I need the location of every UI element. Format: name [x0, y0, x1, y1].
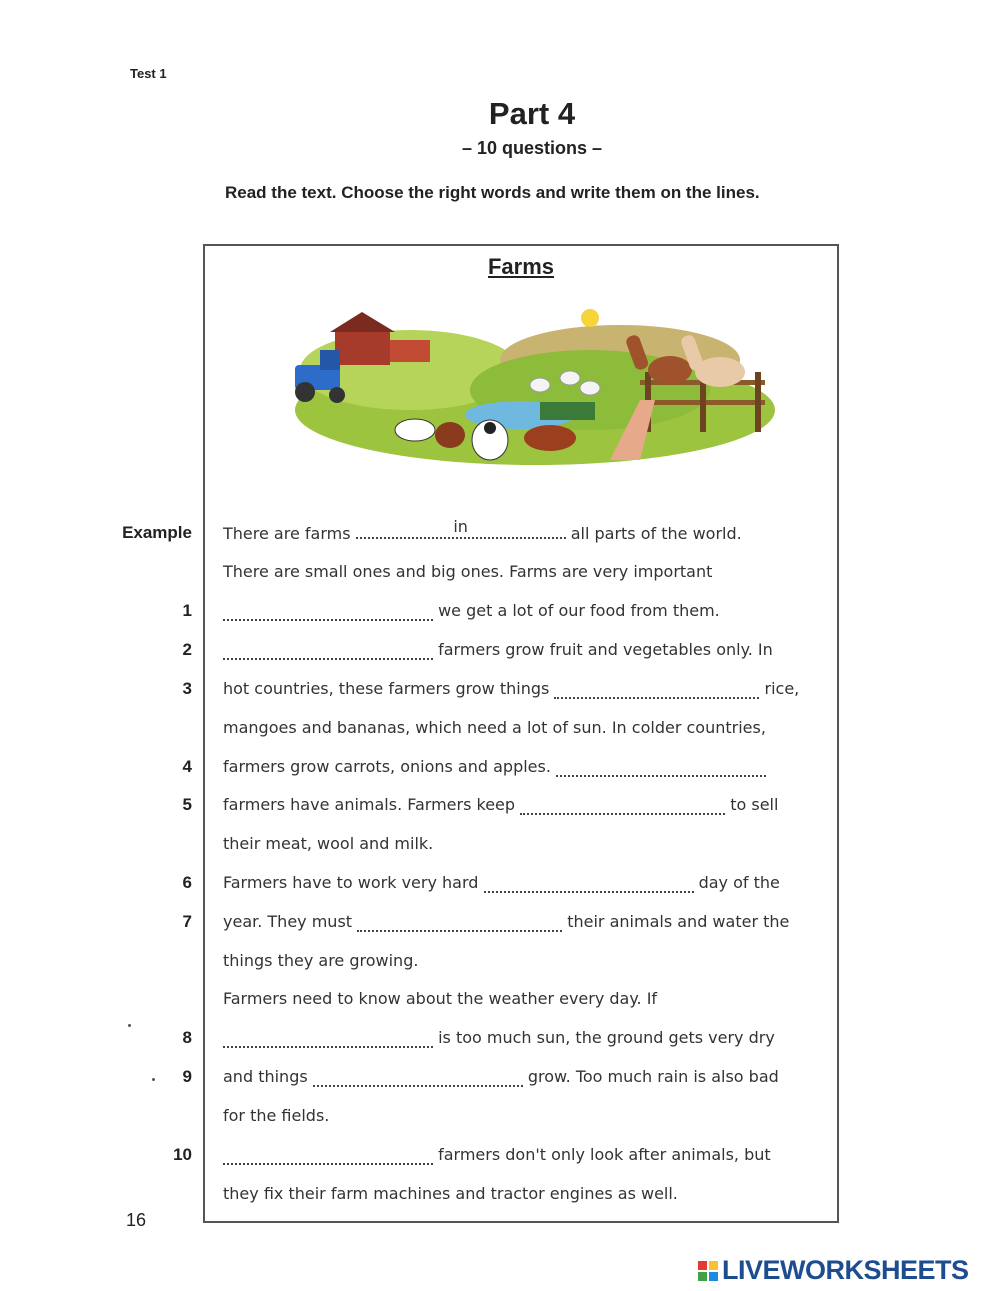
text-line: they fix their farm machines and tractor engines as well. [223, 1184, 678, 1203]
line-text: grow. Too much rain is also bad [522, 1067, 779, 1086]
answer-input-6[interactable] [484, 877, 694, 893]
line-text: Farmers have to work very hard [223, 873, 484, 892]
text-line-q10 [223, 1145, 771, 1165]
example-answer: in [453, 517, 468, 536]
brand-name: LIVEWORKSHEETS [722, 1255, 969, 1285]
text-line-example [223, 517, 742, 543]
text-line: Farmers need to know about the weather every day. If [223, 989, 658, 1008]
scan-speck [152, 1078, 155, 1081]
line-text: farmers don't only look after animals, but [433, 1145, 771, 1164]
question-number: 3 [182, 679, 192, 698]
text-line-q5 [223, 795, 778, 815]
question-number: 7 [182, 912, 192, 931]
question-number: 4 [182, 757, 192, 776]
line-text: farmers grow fruit and vegetables only. In [433, 640, 773, 659]
question-number: 9 [182, 1067, 192, 1086]
question-number: 10 [173, 1145, 192, 1164]
text-line-q3 [223, 679, 799, 699]
liveworksheets-logo[interactable] [698, 1255, 969, 1286]
answer-input-1[interactable] [223, 605, 433, 621]
text-line-q9 [223, 1067, 779, 1087]
text-line: for the fields. [223, 1106, 330, 1125]
answer-input-10[interactable] [223, 1149, 433, 1165]
line-text: day of the [693, 873, 780, 892]
line-text: There are farms [223, 524, 356, 543]
answer-input-2[interactable] [223, 644, 433, 660]
farm-scene-illustration [290, 300, 780, 470]
question-number: 5 [182, 795, 192, 814]
answer-input-5[interactable] [520, 799, 725, 815]
line-text: to sell [725, 795, 779, 814]
part-title: Part 4 [488, 96, 576, 131]
text-line: There are small ones and big ones. Farms are very important [223, 562, 713, 581]
part-subtitle: – 10 questions – [461, 138, 603, 158]
text-line-q2 [223, 640, 773, 660]
line-text: rice, [759, 679, 800, 698]
box-title: Farms [487, 254, 555, 279]
line-text: is too much sun, the ground gets very dry [433, 1028, 775, 1047]
text-line: their meat, wool and milk. [223, 834, 434, 853]
scan-speck [128, 1024, 131, 1027]
text-line-q1 [223, 601, 720, 621]
answer-input-3[interactable] [554, 683, 759, 699]
text-line-q6 [223, 873, 780, 893]
line-text: and things [223, 1067, 313, 1086]
example-label: Example [122, 523, 192, 542]
line-text: their animals and water the [562, 912, 790, 931]
test-label: Test 1 [130, 66, 167, 81]
line-text: farmers grow carrots, onions and apples. [223, 757, 557, 776]
line-text: hot countries, these farmers grow things [223, 679, 555, 698]
instructions: Read the text. Choose the right words and write them on the lines. [225, 183, 760, 202]
text-line: things they are growing. [223, 951, 419, 970]
text-line-q4 [223, 757, 766, 777]
example-answer-blank [356, 517, 566, 539]
question-number: 6 [182, 873, 192, 892]
text-line-q8 [223, 1028, 775, 1048]
logo-icon [698, 1261, 718, 1281]
line-text: year. They must [223, 912, 358, 931]
answer-input-4[interactable] [556, 761, 766, 777]
question-number: 1 [182, 601, 192, 620]
question-number: 8 [182, 1028, 192, 1047]
page-number: 16 [126, 1210, 147, 1230]
answer-input-8[interactable] [223, 1032, 433, 1048]
question-number: 2 [182, 640, 192, 659]
line-text: we get a lot of our food from them. [433, 601, 720, 620]
answer-input-9[interactable] [313, 1071, 523, 1087]
text-line-q7 [223, 912, 789, 932]
answer-input-7[interactable] [357, 916, 562, 932]
line-text: all parts of the world. [565, 524, 742, 543]
text-line: mangoes and bananas, which need a lot of sun. In colder countries, [223, 718, 766, 737]
line-text: farmers have animals. Farmers keep [223, 795, 521, 814]
